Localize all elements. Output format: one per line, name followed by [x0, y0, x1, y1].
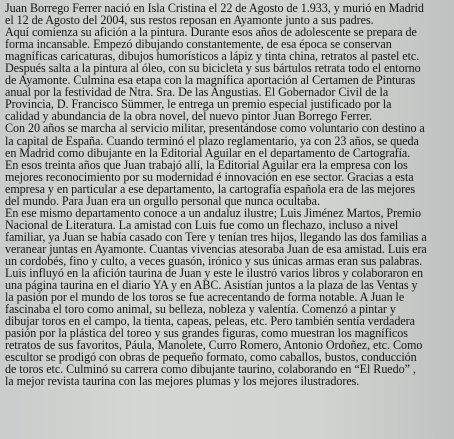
text-line: de Ayamonte. Culmina esa etapa con la magnífica aportación al Certamen de Pinturas: [5, 73, 416, 88]
text-line: En esos treinta años que Juan trabajó allí, la Editorial Aguilar era la empresa con los: [5, 157, 408, 172]
text-line: en Madrid como dibujante en la Editorial Aguilar en el departamento de Cartografía.: [5, 145, 411, 160]
text-line: el 12 de Agosto del 2004, sus restos reposan en Ayamonte junto a sus padres.: [5, 13, 374, 28]
text-line: escultor se prodigó con obras de pequeño formato, como caballos, bustos, conducción: [5, 350, 417, 365]
text-line: fascinaba el toro como animal, su belleza, nobleza y valentía. Comenzó a pintar y: [5, 302, 396, 317]
text-line: forma incansable. Empezó dibujando constantemente, de esa época se conservan: [5, 37, 392, 52]
text-line: Aquí comienza su afición a la pintura. Durante esos años de adolescente se prepara de: [5, 25, 417, 40]
text-line: veranear juntas en Ayamonte. Cuantas vivencias atesoraba Juan de esa amistad. Luis era: [5, 241, 427, 256]
text-line: dibujar toros en el campo, la tienta, capeas, peleas, etc. Pero también sentía verdadera: [5, 314, 415, 329]
text-line: calidad y abundancia de la obra novel, del nuevo pintor Juan Borrego Ferrer.: [5, 109, 372, 124]
text-line: mejores reconocimiento por su modernidad é innovación en ese sector. Gracias a esta: [5, 169, 414, 184]
text-line: En ese mismo departamento conoce a un andaluz ilustre; Luis Jiménez Martos, Premio: [5, 205, 422, 220]
text-line: anual por la festividad de Ntra. Sra. De las Angustias. El Gobernador Civil de la: [5, 85, 389, 100]
text-line: una página taurina en el diario YA y en ABC. Asistían juntos a la plaza de las Ventas y: [5, 278, 418, 293]
text-line: Provincia, D. Francisco Sümmer, le entrega un premio especial justificado por la: [5, 97, 392, 112]
text-line: Después salta a la pintura al óleo, con su bicicleta y sus bártulos retrata todo el entorno: [5, 61, 421, 76]
text-line: pasión por la plástica del toreo y sus grandes figuras, como muestran los magníficos: [5, 326, 408, 341]
text-line: Luis influyó en la afición taurina de Juan y este le ilustró varios libros y colaboraron en: [5, 266, 423, 281]
text-line: empresa y en particular a ese departamento, la cartografía española era de las mejores: [5, 181, 416, 196]
biography-text: [5, 2, 451, 388]
text-line: del mundo. Para Juan era un orgullo personal que nunca ocultaba.: [5, 193, 320, 208]
text-line: Nacional de Literatura. La amistad con Luis fue como un flechazo, incluso a nivel: [5, 217, 399, 232]
text-line: Juan Borrego Ferrer nació en Isla Cristina el 22 de Agosto de 1.933, y murió en Madrid: [5, 1, 424, 15]
text-line: Con 20 años se marcha al servicio militar, presentándose como voluntario con destino a: [5, 121, 425, 136]
text-line: un cordobés, fino y culto, a veces guasón, irónico y sus únicas armas eran sus palabras.: [5, 253, 423, 268]
text-line: la capital de España. Cuando terminó el plazo reglamentario, ya con 23 años, se queda: [5, 133, 419, 148]
text-line: retratos de sus favoritos, Páula, Manolete, Curro Romero, Antonio Ordoñez, etc. Como: [5, 338, 423, 353]
text-line: familiar, ya Juan se había casado con Tere y tenían tres hijos, llegando las dos familias a: [5, 229, 427, 244]
text-line: de toros etc. Culminó su carrera como dibujante taurino, colaborando en “El Ruedo” ,: [5, 362, 416, 377]
text-line: la pasión por el mundo de los toros se fue acrecentando de forma notable. A Juan le: [5, 290, 405, 305]
text-line: la mejor revista taurina con las mejores plumas y los mejores ilustradores.: [5, 374, 360, 389]
text-line: magníficas caricaturas, dibujos humorísticos a lápiz y tinta china, retratos al pastel etc.: [5, 49, 420, 64]
